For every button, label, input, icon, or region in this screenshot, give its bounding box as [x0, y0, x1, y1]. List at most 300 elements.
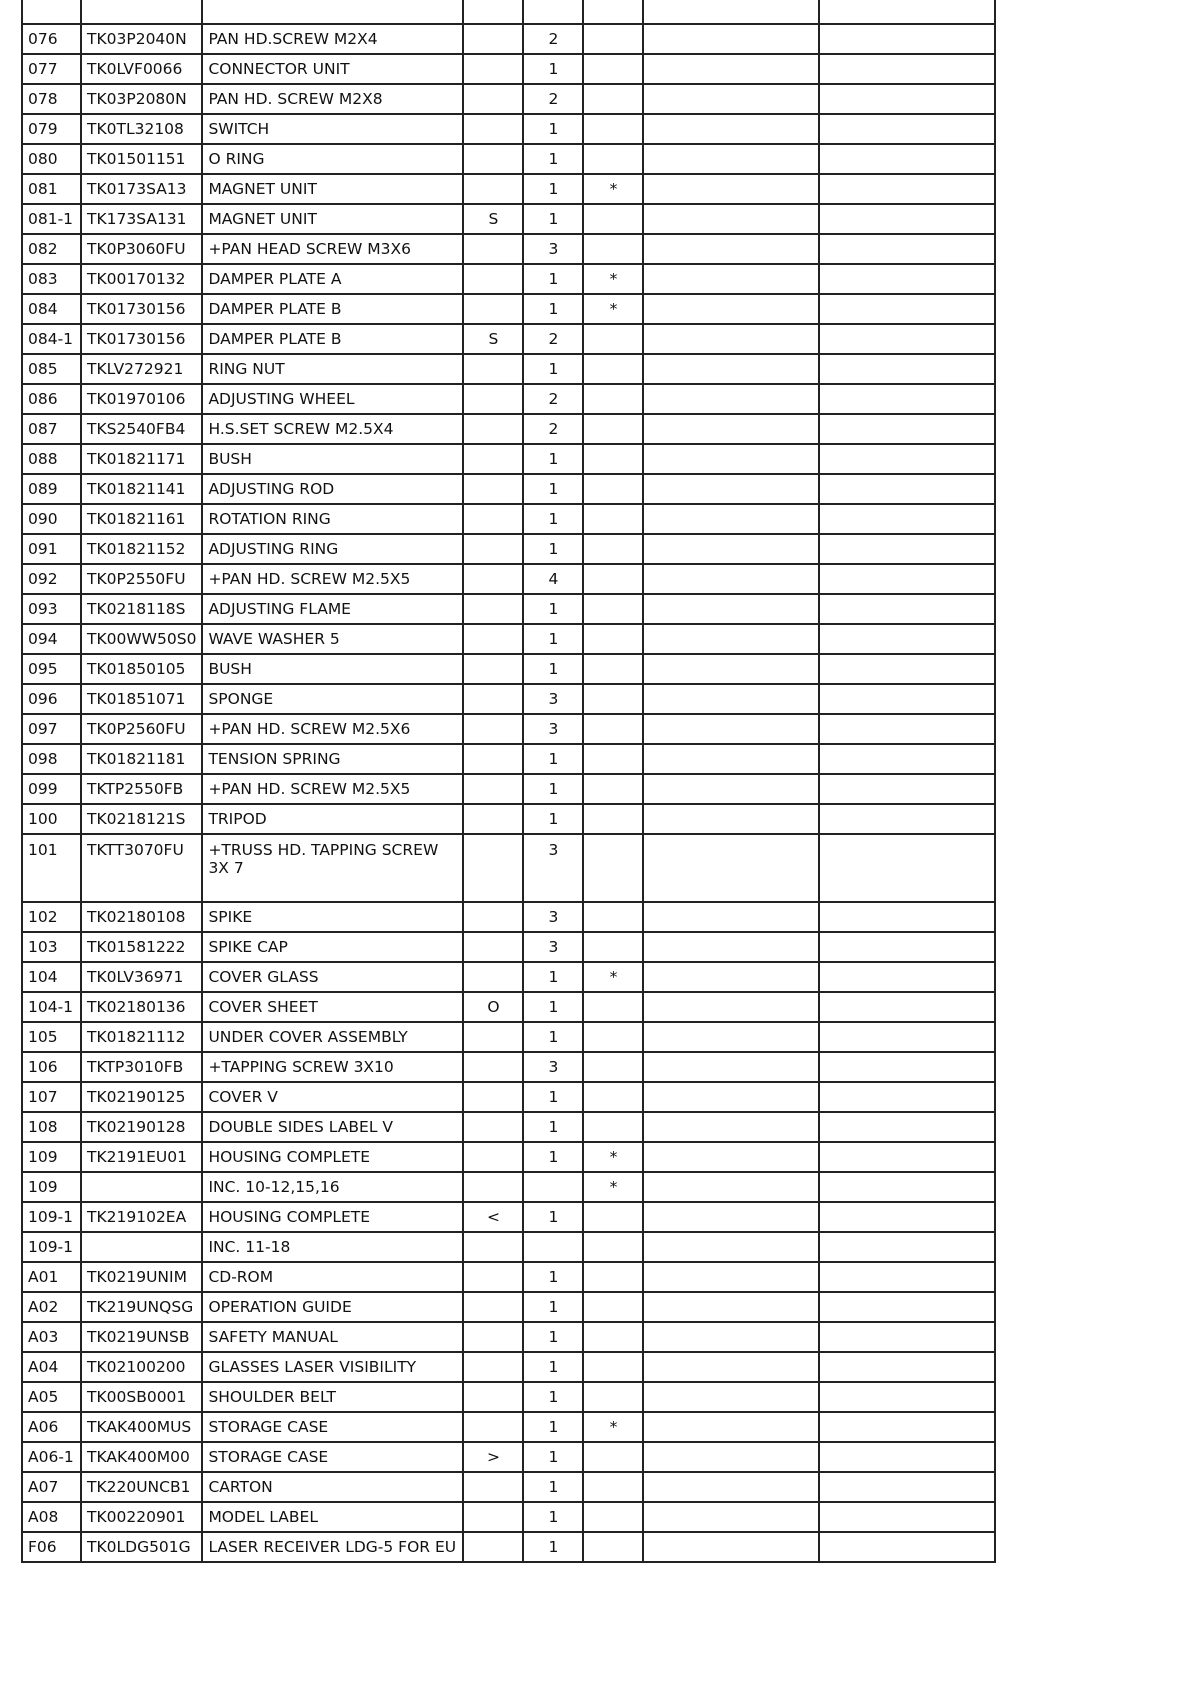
description-cell: RING NUT [202, 354, 463, 384]
mark-cell [583, 444, 643, 474]
flag-cell [463, 414, 523, 444]
mark-cell [583, 474, 643, 504]
description-cell: SPIKE [202, 902, 463, 932]
mark-cell: * [583, 294, 643, 324]
mark-cell [583, 1322, 643, 1352]
description-cell: BUSH [202, 444, 463, 474]
part-code-cell: TK01730156 [81, 324, 202, 354]
table-row [22, 84, 995, 114]
empty-cell [643, 1052, 819, 1082]
part-code-cell: TK0LVF0066 [81, 54, 202, 84]
empty-cell [819, 1292, 995, 1322]
quantity-cell: 1 [523, 174, 583, 204]
part-code-cell: TK01501151 [81, 144, 202, 174]
flag-cell: S [463, 324, 523, 354]
quantity-cell: 1 [523, 114, 583, 144]
flag-cell [463, 1352, 523, 1382]
part-code-cell: TKTP2550FB [81, 774, 202, 804]
part-code-cell: TK0P2550FU [81, 564, 202, 594]
quantity-cell: 1 [523, 54, 583, 84]
empty-cell [643, 1382, 819, 1412]
mark-cell [583, 744, 643, 774]
quantity-cell: 1 [523, 354, 583, 384]
empty-cell [819, 744, 995, 774]
empty-cell [643, 264, 819, 294]
empty-cell [643, 1412, 819, 1442]
empty-cell [643, 294, 819, 324]
empty-cell [643, 84, 819, 114]
item-number-cell: 109-1 [22, 1232, 81, 1262]
empty-cell [523, 0, 583, 24]
item-number-cell: 091 [22, 534, 81, 564]
description-cell: UNDER COVER ASSEMBLY [202, 1022, 463, 1052]
empty-cell [819, 1022, 995, 1052]
empty-cell [819, 624, 995, 654]
quantity-cell: 1 [523, 144, 583, 174]
part-code-cell: TK00SB0001 [81, 1382, 202, 1412]
item-number-cell: 109 [22, 1172, 81, 1202]
description-cell: COVER V [202, 1082, 463, 1112]
quantity-cell: 1 [523, 992, 583, 1022]
part-code-cell: TK02180136 [81, 992, 202, 1022]
mark-cell [583, 54, 643, 84]
item-number-cell: 079 [22, 114, 81, 144]
description-cell: +PAN HD. SCREW M2.5X6 [202, 714, 463, 744]
mark-cell: * [583, 264, 643, 294]
mark-cell [583, 114, 643, 144]
mark-cell [583, 1352, 643, 1382]
item-number-cell: 078 [22, 84, 81, 114]
description-cell: O RING [202, 144, 463, 174]
description-cell: GLASSES LASER VISIBILITY [202, 1352, 463, 1382]
table-row [22, 24, 995, 54]
table-row [22, 1352, 995, 1382]
quantity-cell: 3 [523, 714, 583, 744]
item-number-cell: 104-1 [22, 992, 81, 1022]
empty-cell [643, 444, 819, 474]
part-code-cell: TK0LV36971 [81, 962, 202, 992]
mark-cell [583, 684, 643, 714]
item-number-cell: 100 [22, 804, 81, 834]
description-cell: BUSH [202, 654, 463, 684]
quantity-cell: 2 [523, 24, 583, 54]
description-cell: COVER SHEET [202, 992, 463, 1022]
quantity-cell: 1 [523, 264, 583, 294]
item-number-cell: 084 [22, 294, 81, 324]
empty-cell [643, 504, 819, 534]
flag-cell [463, 1112, 523, 1142]
item-number-cell: 103 [22, 932, 81, 962]
mark-cell [583, 1292, 643, 1322]
empty-cell [643, 594, 819, 624]
item-number-cell: 095 [22, 654, 81, 684]
description-cell: INC. 10-12,15,16 [202, 1172, 463, 1202]
flag-cell [463, 1502, 523, 1532]
table-row [22, 1322, 995, 1352]
table-row [22, 1472, 995, 1502]
table-row [22, 294, 995, 324]
item-number-cell: 090 [22, 504, 81, 534]
table-row [22, 534, 995, 564]
description-cell: STORAGE CASE [202, 1442, 463, 1472]
mark-cell [583, 354, 643, 384]
description-cell: PAN HD.SCREW M2X4 [202, 24, 463, 54]
empty-cell [463, 0, 523, 24]
description-cell: CD-ROM [202, 1262, 463, 1292]
part-code-cell: TK02100200 [81, 1352, 202, 1382]
part-code-cell: TKLV272921 [81, 354, 202, 384]
empty-cell [819, 1442, 995, 1472]
quantity-cell: 1 [523, 1322, 583, 1352]
empty-cell [643, 624, 819, 654]
quantity-cell: 1 [523, 624, 583, 654]
description-cell: OPERATION GUIDE [202, 1292, 463, 1322]
empty-cell [819, 264, 995, 294]
part-code-cell: TK0TL32108 [81, 114, 202, 144]
empty-cell [643, 1112, 819, 1142]
description-cell: STORAGE CASE [202, 1412, 463, 1442]
empty-cell [819, 174, 995, 204]
quantity-cell: 1 [523, 1382, 583, 1412]
table-row [22, 504, 995, 534]
mark-cell [583, 24, 643, 54]
flag-cell [463, 504, 523, 534]
empty-cell [202, 0, 463, 24]
item-number-cell: 085 [22, 354, 81, 384]
flag-cell [463, 1262, 523, 1292]
mark-cell [583, 204, 643, 234]
empty-cell [643, 114, 819, 144]
empty-cell [819, 804, 995, 834]
part-code-cell: TKTP3010FB [81, 1052, 202, 1082]
part-code-cell: TK00WW50S0 [81, 624, 202, 654]
item-number-cell: 107 [22, 1082, 81, 1112]
mark-cell [583, 1082, 643, 1112]
mark-cell [583, 992, 643, 1022]
flag-cell [463, 962, 523, 992]
empty-cell [819, 1352, 995, 1382]
empty-cell [819, 1502, 995, 1532]
empty-cell [819, 564, 995, 594]
description-cell: TRIPOD [202, 804, 463, 834]
table-top-edge-row [22, 0, 995, 24]
description-cell: DAMPER PLATE A [202, 264, 463, 294]
mark-cell [583, 1502, 643, 1532]
table-row [22, 962, 995, 992]
mark-cell: * [583, 1172, 643, 1202]
description-cell: ADJUSTING ROD [202, 474, 463, 504]
part-code-cell: TK0218118S [81, 594, 202, 624]
flag-cell [463, 1472, 523, 1502]
empty-cell [819, 1262, 995, 1292]
flag-cell [463, 234, 523, 264]
empty-cell [643, 902, 819, 932]
mark-cell [583, 1232, 643, 1262]
mark-cell: * [583, 1412, 643, 1442]
mark-cell [583, 804, 643, 834]
part-code-cell: TK01970106 [81, 384, 202, 414]
flag-cell [463, 624, 523, 654]
part-code-cell: TK01821181 [81, 744, 202, 774]
empty-cell [819, 1202, 995, 1232]
table-row [22, 684, 995, 714]
table-row [22, 1442, 995, 1472]
description-cell: SHOULDER BELT [202, 1382, 463, 1412]
item-number-cell: 102 [22, 902, 81, 932]
description-cell: TENSION SPRING [202, 744, 463, 774]
description-cell: MAGNET UNIT [202, 174, 463, 204]
flag-cell: O [463, 992, 523, 1022]
empty-cell [643, 774, 819, 804]
description-cell: ADJUSTING WHEEL [202, 384, 463, 414]
item-number-cell: 086 [22, 384, 81, 414]
quantity-cell: 1 [523, 962, 583, 992]
part-code-cell: TK01850105 [81, 654, 202, 684]
quantity-cell: 1 [523, 1412, 583, 1442]
empty-cell [643, 834, 819, 902]
empty-cell [819, 54, 995, 84]
flag-cell [463, 1232, 523, 1262]
quantity-cell: 1 [523, 1502, 583, 1532]
flag-cell [463, 1022, 523, 1052]
empty-cell [643, 1322, 819, 1352]
empty-cell [819, 1412, 995, 1442]
empty-cell [643, 1172, 819, 1202]
empty-cell [643, 1202, 819, 1232]
flag-cell [463, 54, 523, 84]
empty-cell [819, 414, 995, 444]
quantity-cell: 1 [523, 1472, 583, 1502]
empty-cell [819, 114, 995, 144]
flag-cell [463, 1382, 523, 1412]
item-number-cell: A06 [22, 1412, 81, 1442]
mark-cell [583, 534, 643, 564]
item-number-cell: A01 [22, 1262, 81, 1292]
item-number-cell: 084-1 [22, 324, 81, 354]
empty-cell [643, 992, 819, 1022]
description-cell: INC. 11-18 [202, 1232, 463, 1262]
item-number-cell: 096 [22, 684, 81, 714]
quantity-cell: 1 [523, 654, 583, 684]
description-cell: +PAN HD. SCREW M2.5X5 [202, 774, 463, 804]
description-cell: WAVE WASHER 5 [202, 624, 463, 654]
empty-cell [819, 774, 995, 804]
empty-cell [643, 932, 819, 962]
empty-cell [643, 564, 819, 594]
description-cell: PAN HD. SCREW M2X8 [202, 84, 463, 114]
empty-cell [643, 204, 819, 234]
empty-cell [643, 1532, 819, 1562]
flag-cell [463, 1532, 523, 1562]
part-code-cell: TK220UNCB1 [81, 1472, 202, 1502]
part-code-cell: TK219UNQSG [81, 1292, 202, 1322]
quantity-cell: 1 [523, 1202, 583, 1232]
table-row [22, 932, 995, 962]
flag-cell [463, 654, 523, 684]
description-cell: LASER RECEIVER LDG-5 FOR EU [202, 1532, 463, 1562]
item-number-cell: 081-1 [22, 204, 81, 234]
quantity-cell: 1 [523, 534, 583, 564]
quantity-cell: 3 [523, 834, 583, 902]
item-number-cell: A08 [22, 1502, 81, 1532]
empty-cell [819, 1472, 995, 1502]
flag-cell [463, 1292, 523, 1322]
item-number-cell: 098 [22, 744, 81, 774]
table-row [22, 992, 995, 1022]
item-number-cell: 108 [22, 1112, 81, 1142]
part-code-cell: TK0P2560FU [81, 714, 202, 744]
item-number-cell: F06 [22, 1532, 81, 1562]
mark-cell [583, 384, 643, 414]
table-row [22, 444, 995, 474]
item-number-cell: 080 [22, 144, 81, 174]
empty-cell [643, 354, 819, 384]
mark-cell [583, 624, 643, 654]
quantity-cell: 1 [523, 804, 583, 834]
mark-cell: * [583, 1142, 643, 1172]
quantity-cell: 1 [523, 1142, 583, 1172]
mark-cell [583, 1472, 643, 1502]
quantity-cell: 3 [523, 902, 583, 932]
quantity-cell: 4 [523, 564, 583, 594]
empty-cell [643, 684, 819, 714]
empty-cell [819, 1112, 995, 1142]
mark-cell [583, 84, 643, 114]
empty-cell [819, 834, 995, 902]
table-row [22, 1172, 995, 1202]
empty-cell [819, 902, 995, 932]
mark-cell [583, 594, 643, 624]
flag-cell: S [463, 204, 523, 234]
item-number-cell: A04 [22, 1352, 81, 1382]
flag-cell [463, 294, 523, 324]
part-code-cell: TK03P2080N [81, 84, 202, 114]
table-row [22, 654, 995, 684]
empty-cell [643, 1022, 819, 1052]
empty-cell [643, 1472, 819, 1502]
table-row [22, 384, 995, 414]
table-row [22, 354, 995, 384]
flag-cell [463, 834, 523, 902]
empty-cell [643, 1082, 819, 1112]
description-cell: DAMPER PLATE B [202, 294, 463, 324]
flag-cell [463, 684, 523, 714]
table-row [22, 264, 995, 294]
table-row [22, 324, 995, 354]
empty-cell [819, 1322, 995, 1352]
empty-cell [819, 24, 995, 54]
item-number-cell: 104 [22, 962, 81, 992]
mark-cell: * [583, 174, 643, 204]
quantity-cell: 1 [523, 474, 583, 504]
table-row [22, 474, 995, 504]
empty-cell [643, 1292, 819, 1322]
item-number-cell: 109 [22, 1142, 81, 1172]
quantity-cell: 2 [523, 84, 583, 114]
mark-cell [583, 1052, 643, 1082]
empty-cell [819, 1382, 995, 1412]
quantity-cell: 1 [523, 774, 583, 804]
flag-cell [463, 384, 523, 414]
empty-cell [643, 174, 819, 204]
table-row [22, 774, 995, 804]
flag-cell [463, 144, 523, 174]
item-number-cell: 088 [22, 444, 81, 474]
quantity-cell [523, 1172, 583, 1202]
flag-cell [463, 24, 523, 54]
item-number-cell: 077 [22, 54, 81, 84]
flag-cell: > [463, 1442, 523, 1472]
table-row [22, 744, 995, 774]
part-code-cell: TK01821141 [81, 474, 202, 504]
quantity-cell: 2 [523, 414, 583, 444]
empty-cell [643, 24, 819, 54]
table-row [22, 1082, 995, 1112]
part-code-cell: TK0219UNSB [81, 1322, 202, 1352]
mark-cell [583, 564, 643, 594]
empty-cell [22, 0, 81, 24]
part-code-cell: TK0173SA13 [81, 174, 202, 204]
part-code-cell: TK01851071 [81, 684, 202, 714]
table-row [22, 1532, 995, 1562]
empty-cell [643, 714, 819, 744]
description-cell: MAGNET UNIT [202, 204, 463, 234]
table-row [22, 624, 995, 654]
flag-cell [463, 474, 523, 504]
item-number-cell: 105 [22, 1022, 81, 1052]
table-row [22, 1292, 995, 1322]
part-code-cell: TK01821171 [81, 444, 202, 474]
quantity-cell [523, 1232, 583, 1262]
empty-cell [819, 992, 995, 1022]
empty-cell [643, 54, 819, 84]
empty-cell [819, 84, 995, 114]
flag-cell [463, 1082, 523, 1112]
empty-cell [643, 474, 819, 504]
empty-cell [643, 234, 819, 264]
empty-cell [643, 1232, 819, 1262]
part-code-cell: TK01821161 [81, 504, 202, 534]
part-code-cell: TK01821152 [81, 534, 202, 564]
mark-cell [583, 714, 643, 744]
flag-cell [463, 564, 523, 594]
flag-cell [463, 1322, 523, 1352]
description-cell: SAFETY MANUAL [202, 1322, 463, 1352]
flag-cell [463, 534, 523, 564]
empty-cell [643, 654, 819, 684]
part-code-cell: TK02190128 [81, 1112, 202, 1142]
item-number-cell: A05 [22, 1382, 81, 1412]
part-code-cell: TK0218121S [81, 804, 202, 834]
table-row [22, 1142, 995, 1172]
item-number-cell: 099 [22, 774, 81, 804]
description-cell: +TAPPING SCREW 3X10 [202, 1052, 463, 1082]
mark-cell [583, 1202, 643, 1232]
part-code-cell: TK173SA131 [81, 204, 202, 234]
parts-list-body [22, 0, 995, 1562]
empty-cell [819, 1232, 995, 1262]
empty-cell [643, 1502, 819, 1532]
part-code-cell: TKAK400MUS [81, 1412, 202, 1442]
part-code-cell: TK0LDG501G [81, 1532, 202, 1562]
description-cell: H.S.SET SCREW M2.5X4 [202, 414, 463, 444]
flag-cell [463, 594, 523, 624]
mark-cell [583, 834, 643, 902]
item-number-cell: 101 [22, 834, 81, 902]
quantity-cell: 3 [523, 932, 583, 962]
table-row [22, 1382, 995, 1412]
quantity-cell: 1 [523, 1532, 583, 1562]
